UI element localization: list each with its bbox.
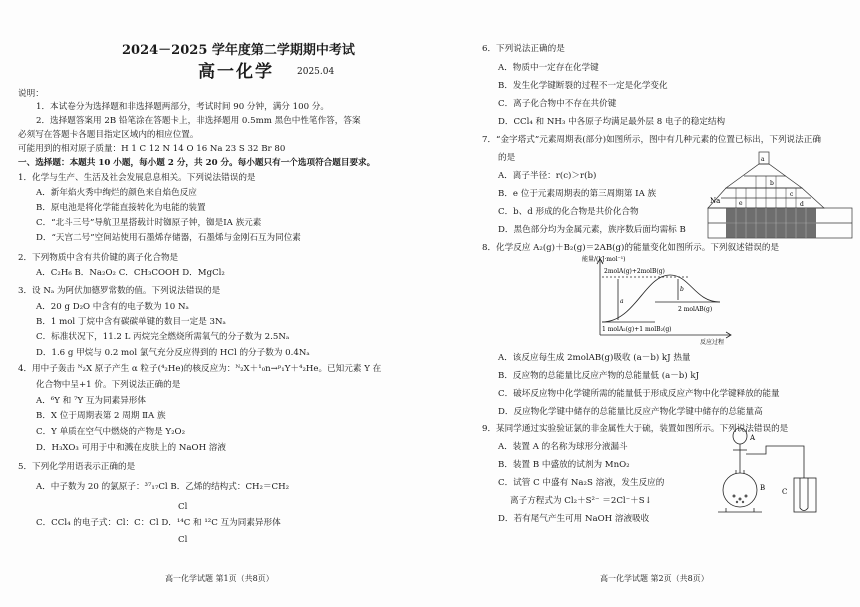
question-1-option: C．“北斗三号”导航卫星搭载计时铷原子钟，铷是ⅠA 族元素 bbox=[36, 218, 262, 228]
apparatus-label-b: B bbox=[760, 484, 766, 492]
question-8-option: C．破坏反应物中化学键所需的能量低于形成反应产物中化学键释放的能量 bbox=[498, 389, 780, 399]
energy-ylabel: 能量/(kJ·mol⁻¹) bbox=[582, 256, 626, 263]
pyramid-label-c: c bbox=[790, 191, 794, 198]
question-9-option: D．若有尾气产生可用 NaOH 溶液吸收 bbox=[498, 514, 650, 524]
energy-xlabel: 反应过程 bbox=[700, 339, 725, 345]
question-1-stem: 1．化学与生产、生活及社会发展息息相关。下列说法错误的是 bbox=[18, 173, 256, 183]
exam-title: 2024－2025 学年度第二学期期中考试 bbox=[122, 43, 355, 58]
question-9-option: C．试管 C 中盛有 Na₂S 溶液，发生反应的 bbox=[498, 478, 665, 488]
question-6-option: B．发生化学键断裂的过程不一定是化学变化 bbox=[498, 81, 668, 91]
instructions-heading: 说明： bbox=[18, 89, 44, 99]
question-7-option: B．e 位于元素周期表的第三周期第 ⅠA 族 bbox=[498, 189, 657, 199]
question-1-option: D．“天宫二号”空间站使用石墨烯存储器，石墨烯与金刚石互为同位素 bbox=[36, 233, 301, 243]
question-4-stem: 4．用中子轰击 ᴺ₂X 原子产生 α 粒子(⁴₂He)的核反应为：ᴺ₂X＋¹₀n→ᵖ₁Y＋⁴₂He。已知元素 Y 在 bbox=[18, 364, 382, 374]
pyramid-periodic-table-figure bbox=[706, 150, 856, 250]
question-6-stem: 6．下列说法正确的是 bbox=[482, 44, 565, 54]
question-8-stem: 8．化学反应 A₂(g)＋B₂(g)＝2AB(g)的能量变化如图所示。下列叙述错误的是 bbox=[482, 243, 780, 253]
question-3-stem: 3．设 Nₐ 为阿伏加德罗常数的值。下列说法错误的是 bbox=[18, 286, 221, 296]
question-7-stem-cont: 的是 bbox=[498, 153, 516, 163]
electron-dot-cl-bottom: Cl bbox=[178, 535, 188, 545]
question-7-option: A．离子半径：r(c)＞r(b) bbox=[498, 171, 597, 181]
instruction-line: 2．选择题答案用 2B 铅笔涂在答题卡上，非选择题用 0.5mm 黑色中性笔作答，答案 bbox=[36, 116, 361, 126]
energy-top-label: 2molA(g)+2molB(g) bbox=[604, 268, 665, 275]
question-5-stem: 5．下列化学用语表示正确的是 bbox=[18, 462, 136, 472]
question-9-option: A．装置 A 的名称为球形分液漏斗 bbox=[498, 442, 628, 452]
energy-low-label: 1 molA₂(g)+1 molB₂(g) bbox=[602, 326, 672, 333]
section-heading: 一、选择题：本题共 10 小题，每小题 2 分，共 20 分。每小题只有一个选项符合题目要求。 bbox=[18, 158, 376, 168]
question-4-option: B．X 位于周期表第 2 周期 ⅡA 族 bbox=[36, 411, 166, 421]
question-8-option: B．反应物的总能量比反应产物的总能量低 (a－b) kJ bbox=[498, 371, 700, 381]
question-6-option: D．CCl₄ 和 NH₃ 中各原子均满足最外层 8 电子的稳定结构 bbox=[498, 117, 726, 127]
energy-diagram-figure bbox=[580, 255, 740, 345]
pyramid-label-a: a bbox=[761, 156, 765, 163]
question-8-option: D．反应物化学键中储存的总能量比反应产物化学键中储存的总能量高 bbox=[498, 407, 763, 417]
question-6-option: C．离子化合物中不存在共价键 bbox=[498, 99, 617, 109]
question-7-option: D．黑色部分均为金属元素，族序数后面均需标 B bbox=[498, 225, 686, 235]
apparatus-label-c: C bbox=[782, 488, 788, 496]
question-3-option: A．20 g D₂O 中含有的电子数为 10 Nₐ bbox=[36, 302, 189, 312]
question-3-option: C．标准状况下，11.2 L 丙烷完全燃烧所需氧气的分子数为 2.5Nₐ bbox=[36, 332, 290, 342]
page-footer: 高一化学试题 第2页（共8页） bbox=[600, 574, 709, 583]
atomic-mass-line: 可能用到的相对原子质量：H 1 C 12 N 14 O 16 Na 23 S 32 Br 80 bbox=[18, 144, 286, 154]
question-1-option: B．原电池是将化学能直接转化为电能的装置 bbox=[36, 203, 206, 213]
question-7-stem: 7．“金字塔式”元素周期表(部分)如图所示，图中有几种元素的位置已标出，下列说法正确 bbox=[482, 135, 821, 145]
instruction-line: 必须写在答题卡各题目指定区域内的相应位置。 bbox=[18, 130, 199, 140]
question-9-stem: 9．某同学通过实验验证氯的非金属性大于硫，装置如图所示。下列说法错误的是 bbox=[482, 424, 789, 434]
question-3-option: D．1.6 g 甲烷与 0.2 mol 氯气充分反应得到的 HCl 的分子数为 0.4Nₐ bbox=[36, 348, 310, 358]
exam-date: 2025.04 bbox=[297, 67, 335, 77]
question-1-option: A．新年焰火秀中绚烂的颜色来自焰色反应 bbox=[36, 188, 197, 198]
question-6-option: A．物质中一定存在化学键 bbox=[498, 63, 599, 73]
question-9-option: B．装置 B 中盛放的试剂为 MnO₂ bbox=[498, 460, 630, 470]
question-4-option: C．Y 单质在空气中燃烧的产物是 Y₂O₂ bbox=[36, 427, 186, 437]
energy-b-label: b bbox=[680, 286, 684, 293]
question-4-option: A．⁶Y 和 ⁷Y 互为同素异形体 bbox=[36, 396, 146, 406]
question-2-stem: 2．下列物质中含有共价键的离子化合物是 bbox=[18, 253, 179, 263]
question-8-option: A．该反应每生成 2molAB(g)吸收 (a－b) kJ 热量 bbox=[498, 353, 691, 363]
question-2-options: A．C₂H₆ B．Na₂O₂ C．CH₃COOH D．MgCl₂ bbox=[36, 268, 225, 278]
pyramid-label-b: b bbox=[770, 180, 774, 187]
electron-dot-cl-top: Cl bbox=[178, 502, 188, 512]
question-3-option: B．1 mol 丁烷中含有碳碳单键的数目一定是 3Nₐ bbox=[36, 317, 226, 327]
apparatus-figure bbox=[716, 418, 826, 518]
pyramid-label-e: e bbox=[739, 200, 743, 207]
question-5-options-ab: A．中子数为 20 的氯原子：³⁷₁₇Cl B．乙烯的结构式：CH₂＝CH₂ bbox=[36, 482, 290, 492]
pyramid-label-na: Na bbox=[710, 197, 721, 205]
question-4-option: D．H₃XO₃ 可用于中和溅在皮肤上的 NaOH 溶液 bbox=[36, 443, 226, 453]
question-7-option: C．b、d 形成的化合物是共价化合物 bbox=[498, 207, 639, 217]
question-4-stem-cont: 化合物中呈+1 价。下列说法正确的是 bbox=[36, 380, 181, 390]
pyramid-label-d: d bbox=[800, 201, 804, 208]
exam-subject: 高一化学 bbox=[198, 62, 274, 82]
question-5-options-cd: C．CCl₄ 的电子式：Cl：C：Cl D．¹⁴C 和 ¹²C 互为同素异形体 bbox=[36, 518, 281, 528]
page-footer: 高一化学试题 第1页（共8页） bbox=[165, 574, 274, 583]
apparatus-label-a: A bbox=[750, 434, 756, 442]
energy-mid-label: 2 molAB(g) bbox=[678, 306, 713, 313]
instruction-line: 1．本试卷分为选择题和非选择题两部分，考试时间 90 分钟，满分 100 分。 bbox=[36, 102, 329, 112]
question-9-option-cont: 离子方程式为 Cl₂＋S²⁻ ＝2Cl⁻＋S↓ bbox=[510, 496, 652, 506]
energy-a-label: a bbox=[620, 298, 624, 305]
